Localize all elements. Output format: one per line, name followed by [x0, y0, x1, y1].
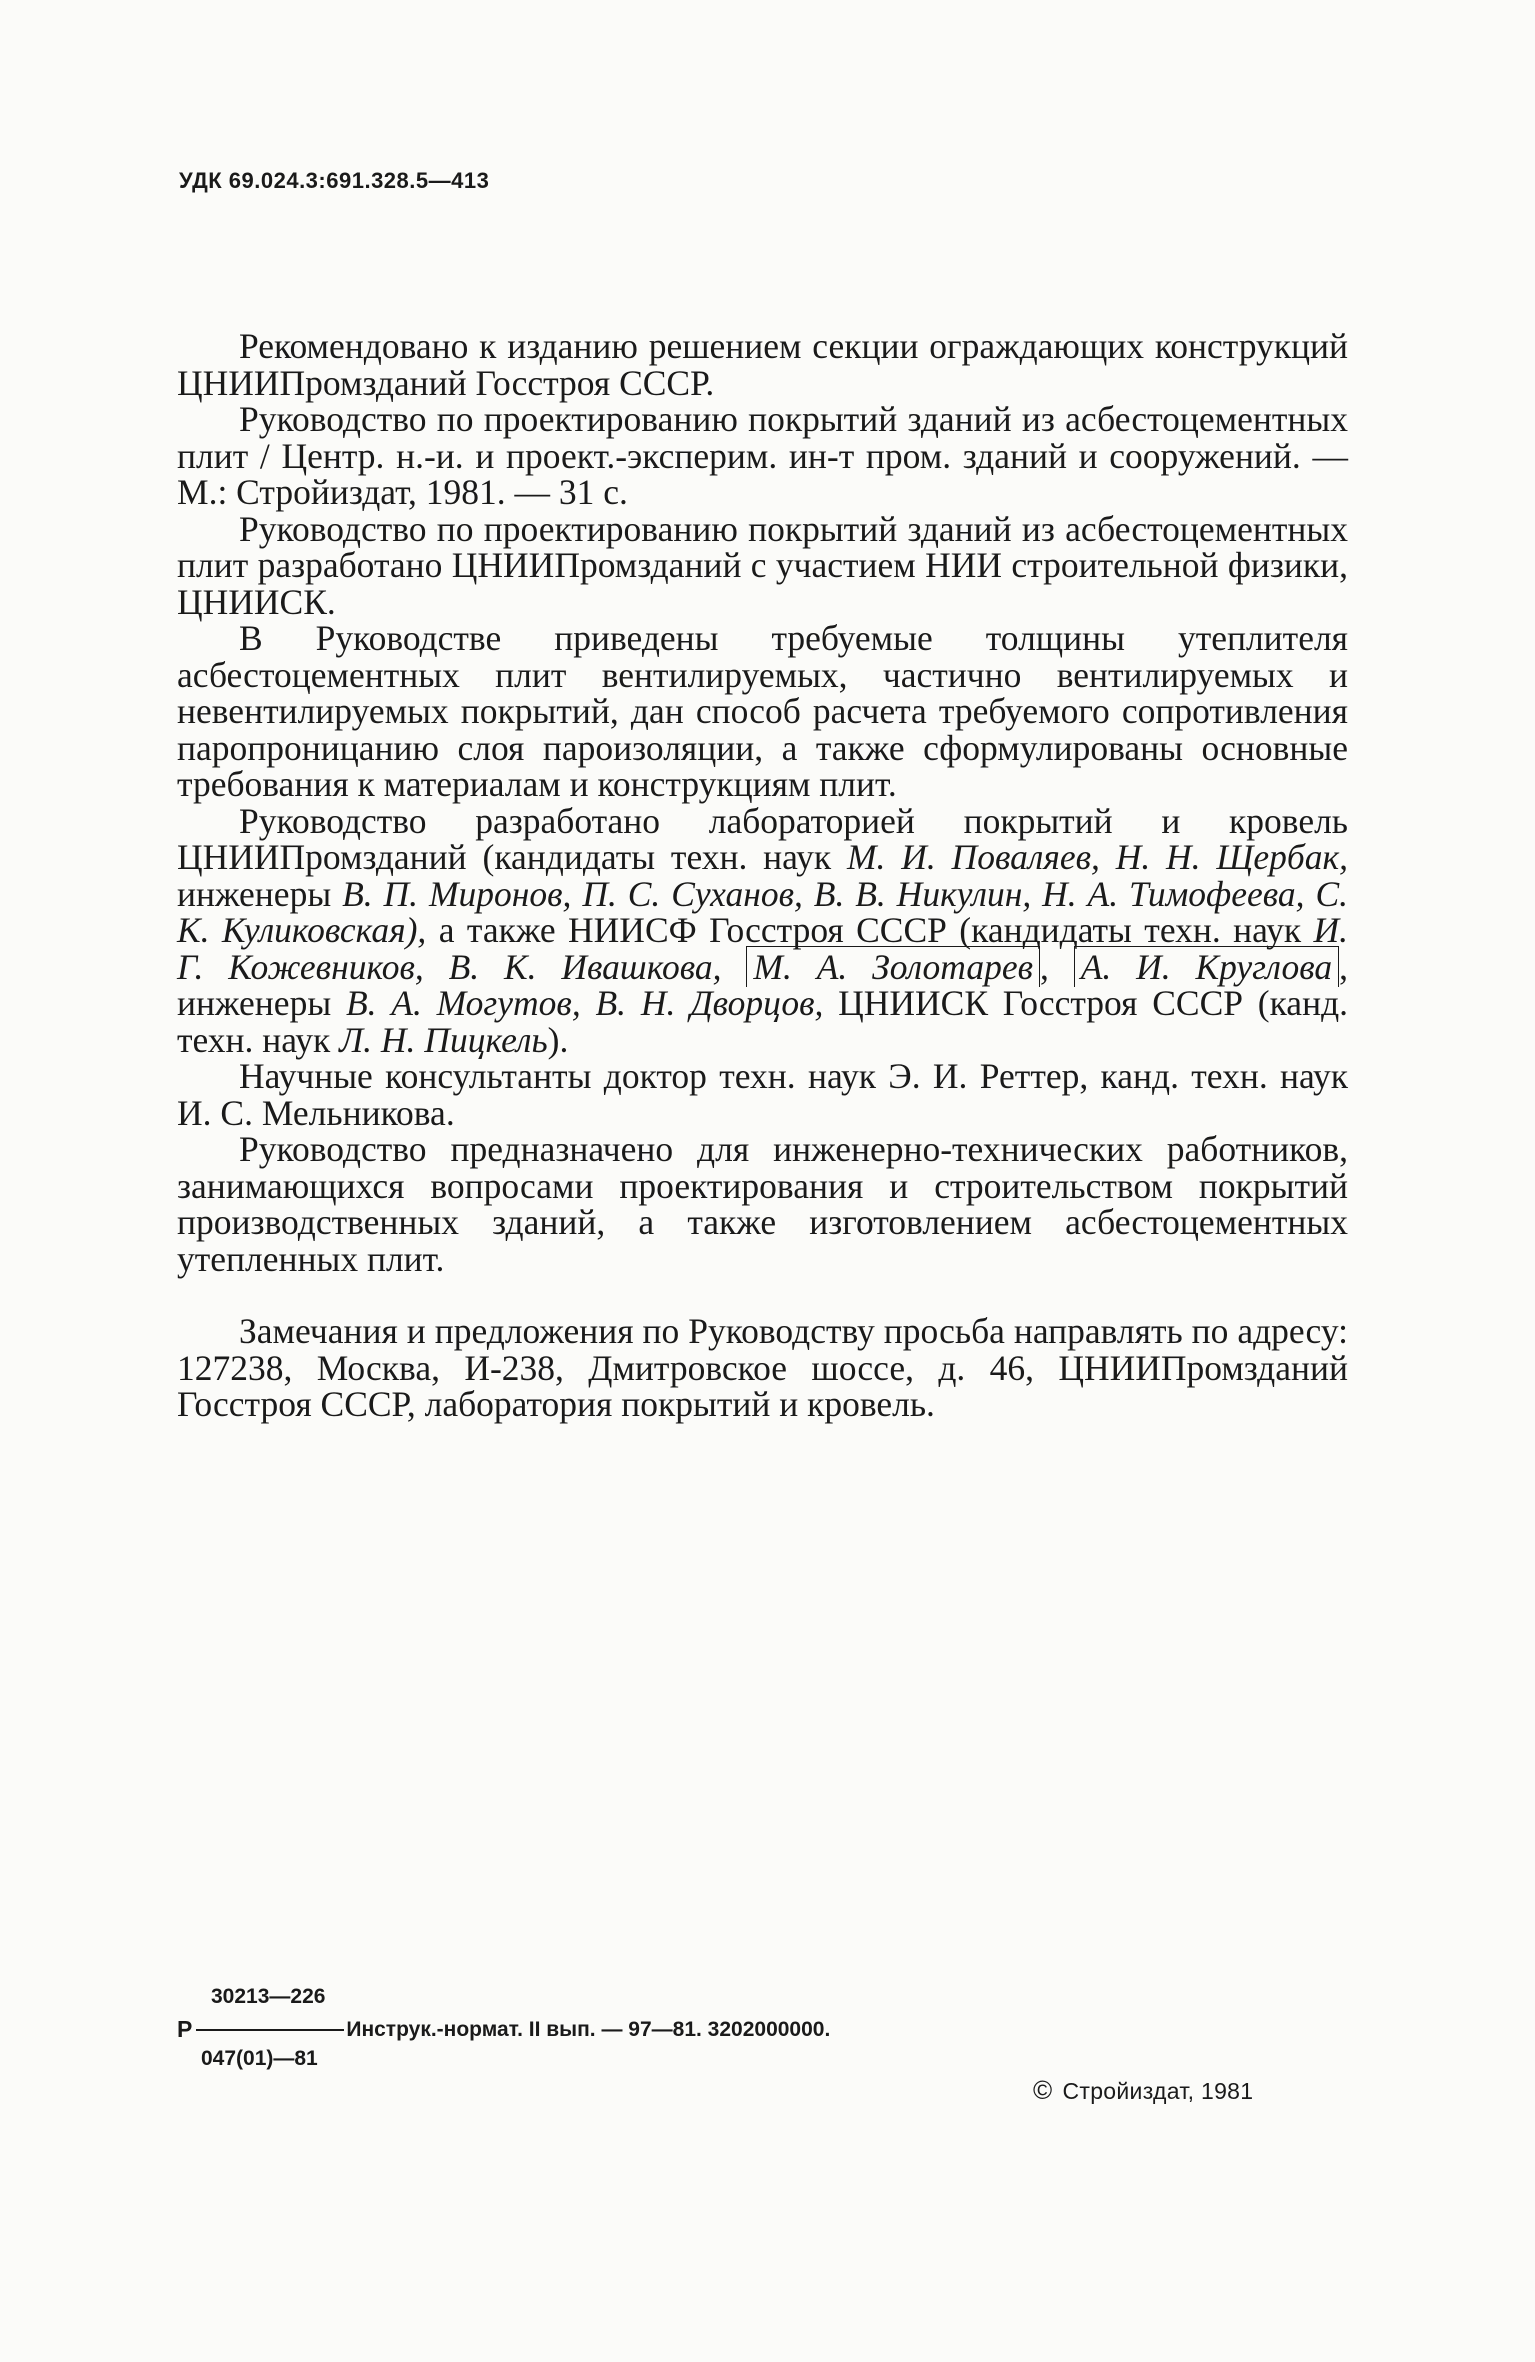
copyright-text: Стройиздат, 1981 [1062, 2078, 1254, 2104]
paragraph-feedback-address: Замечания и предложения по Руководству просьба направлять по адресу: 127238, Москва, И-238, Дмитровское шоссе, д. 46, ЦНИИПромзданий Госстроя СССР, лаборатория покрытий и кровель. [177, 1311, 1348, 1424]
authors-text-5: , инженеры [177, 946, 1348, 1023]
authors-text-2: инженеры [177, 873, 343, 914]
memorial-box-kruglova: А. И. Круглова [1074, 946, 1339, 987]
authors-names-2: В. П. Миронов, П. С. Суханов, В. В. Никулин, Н. А. Тимофеева, С. К. Куликовская), [177, 873, 1348, 950]
copyright-notice [1033, 2075, 1253, 2106]
paragraph-developers: Руководство по проектированию покрытий зданий из асбестоцементных плит разработано ЦНИИПромзданий с участием НИИ строительной физики, ЦНИИСК. [177, 508, 1348, 622]
authors-text-7: ). [547, 1019, 569, 1060]
paragraph-audience: Руководство предназначено для инженерно-технических работников, занимающихся вопросами проектирования и строительством покрытий производственных зданий, а также изготовлением асбестоцементных утепленных плит. [177, 1129, 1348, 1279]
imprint-fraction-rule [196, 2029, 344, 2031]
body-text [177, 328, 1348, 1423]
paragraph-authors [177, 800, 1349, 1060]
authors-names-3: И. Г. Кожевников, В. К. Ивашкова, [177, 910, 1349, 987]
imprint-numerator: 30213—226 [211, 1985, 326, 2008]
memorial-box-zolotarev: М. А. Золотарев [746, 946, 1040, 987]
imprint-denominator: 047(01)—81 [201, 2047, 318, 2070]
paragraph-recommendation: Рекомендовано к изданию решением секции ограждающих конструкций ЦНИИПромзданий Госстроя СССР. [177, 326, 1348, 403]
authors-text-4: , [1039, 946, 1074, 987]
authors-text-1: Руководство разработано лабораторией покрытий и кровель ЦНИИПромзданий (кандидаты техн. наук [177, 800, 1348, 877]
imprint-letter: Р [177, 2016, 193, 2042]
authors-text-3: а также НИИСФ Госстроя СССР (кандидаты техн. наук [426, 910, 1314, 950]
authors-text-6: ЦНИИСК Госстроя СССР (канд. техн. наук [177, 983, 1349, 1060]
imprint-line [177, 2016, 830, 2043]
copyright-icon: © [1033, 2075, 1053, 2105]
authors-names-1: М. И. Поваляев, Н. Н. Щербак, [846, 837, 1348, 877]
authors-names-7: Л. Н. Пицкель [339, 1019, 548, 1060]
paragraph-consultants: Научные консультанты доктор техн. наук Э. И. Реттер, канд. техн. наук И. С. Мельникова. [177, 1056, 1348, 1133]
imprint-text: Инструк.-нормат. II вып. — 97—81. 3202000000. [346, 2017, 831, 2041]
paragraph-bibliographic: Руководство по проектированию покрытий зданий из асбестоцементных плит / Центр. н.-и. и проект.-эксперим. ин-т пром. зданий и сооружений. — М.: Стройиздат, 1981. — 31 с. [177, 399, 1348, 512]
authors-names-6: В. А. Могутов, В. Н. Дворцов, [345, 983, 824, 1023]
paragraph-contents: В Руководстве приведены требуемые толщины утеплителя асбестоцементных плит вентилируемых, частично вентилируемых и невентилируемых покрытий, дан способ расчета требуемого сопротивления паропроницанию слоя пароизоляции, а также сформулированы основные требования к материалам и конструкциям плит. [177, 618, 1348, 804]
udk-code: УДК 69.024.3:691.328.5—413 [179, 168, 490, 193]
